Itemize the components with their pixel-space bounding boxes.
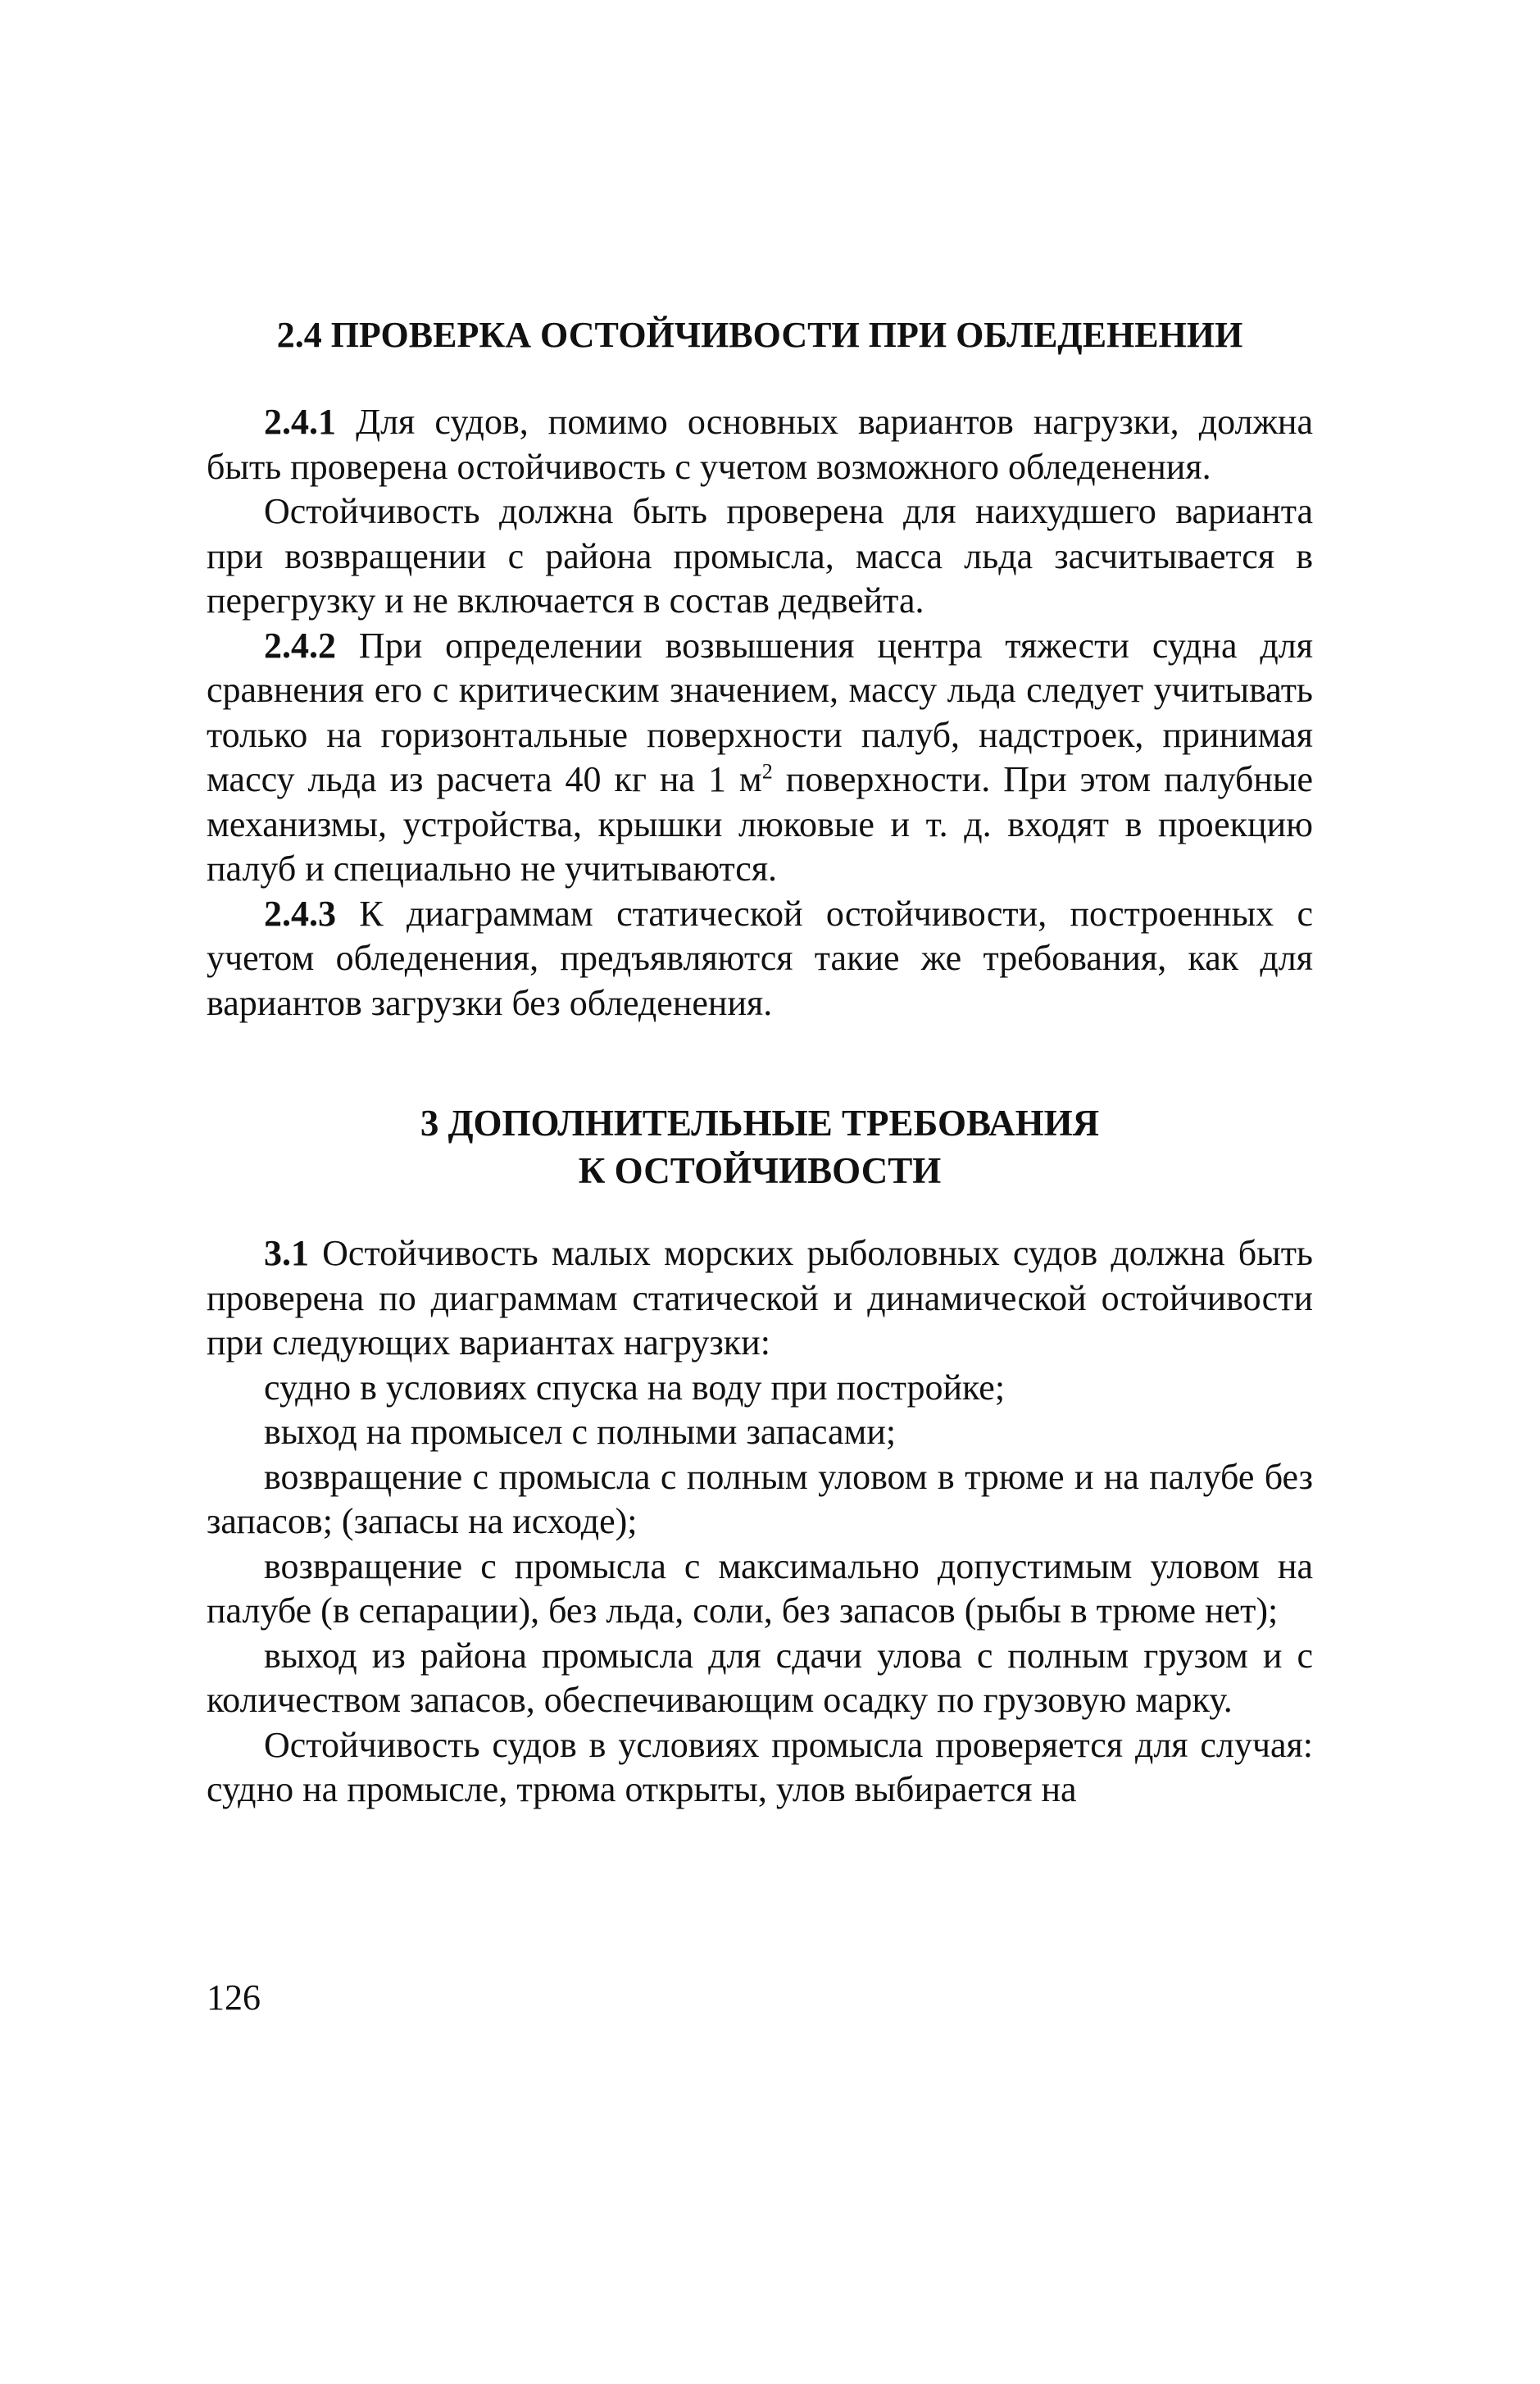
paragraph-3-1	[207, 1231, 1313, 1366]
paragraph-text: К диаграммам статической остойчивости, построенных с учетом обледенения, предъявляются такие же требования, как для вариантов загрузки без обледенения.	[207, 893, 1313, 1023]
clause-number: 2.4.1	[264, 402, 336, 442]
page-body	[207, 312, 1313, 1813]
paragraph-2-4-3	[207, 892, 1313, 1026]
paragraph-continuation: Остойчивость судов в условиях промысла проверяется для случая: судно на промысле, трюма открыты, улов выбирается на	[207, 1724, 1313, 1809]
paragraph-text: Остойчивость малых морских рыболовных судов должна быть проверена по диаграммам статической и динамической остойчивости при следующих вариантах нагрузки:	[207, 1233, 1313, 1363]
clause-number: 2.4.2	[264, 625, 336, 666]
superscript: 2	[761, 759, 773, 784]
clause-number: 2.4.3	[264, 893, 336, 934]
paragraph-2-4-1-cont: Остойчивость должна быть проверена для наихудшего варианта при возвращении с района промысла, масса льда засчитывается в перегрузку и не включается в состав дедвейта.	[207, 491, 1313, 621]
page-number: 126	[207, 1977, 261, 2018]
list-item: возвращение с промысла с максимально допустимым уловом на палубе (в сепарации), без льда, соли, без запасов (рыбы в трюме нет);	[207, 1545, 1313, 1631]
clause-number: 3.1	[264, 1233, 309, 1273]
paragraph-2-4-2	[207, 624, 1313, 892]
section-2-4-heading: 2.4 ПРОВЕРКА ОСТОЙЧИВОСТИ ПРИ ОБЛЕДЕНЕНИИ	[276, 315, 1243, 355]
section-3-heading	[207, 1099, 1313, 1194]
list-item: выход на промысел с полными запасами;	[264, 1412, 897, 1452]
list-item: выход из района промысла для сдачи улова с полным грузом и с количеством запасов, обеспечивающим осадку по грузовую марку.	[207, 1635, 1313, 1720]
section-3-heading-line1: 3 ДОПОЛНИТЕЛЬНЫЕ ТРЕБОВАНИЯ	[420, 1103, 1100, 1144]
list-item: возвращение с промысла с полным уловом в трюме и на палубе без запасов; (запасы на исходе);	[207, 1456, 1313, 1541]
paragraph-text: поверхности. При этом палубные механизмы, устройства, крышки люковые и т. д. входят в проекцию палуб и специально не учитываются.	[207, 759, 1313, 889]
paragraph-2-4-1	[207, 400, 1313, 489]
paragraph-text: При определении возвышения центра тяжести судна для сравнения его с критическим значением, массу льда следует учитывать только на горизонтальные поверхности палуб, надстроек, принимая массу льда из расчета 40 кг на 1 м	[207, 625, 1313, 799]
section-3-heading-line2: К ОСТОЙЧИВОСТИ	[578, 1150, 942, 1191]
paragraph-text: Для судов, помимо основных вариантов нагрузки, должна быть проверена остойчивость с учетом возможного обледенения.	[207, 402, 1313, 487]
list-item: судно в условиях спуска на воду при постройке;	[264, 1367, 1006, 1408]
